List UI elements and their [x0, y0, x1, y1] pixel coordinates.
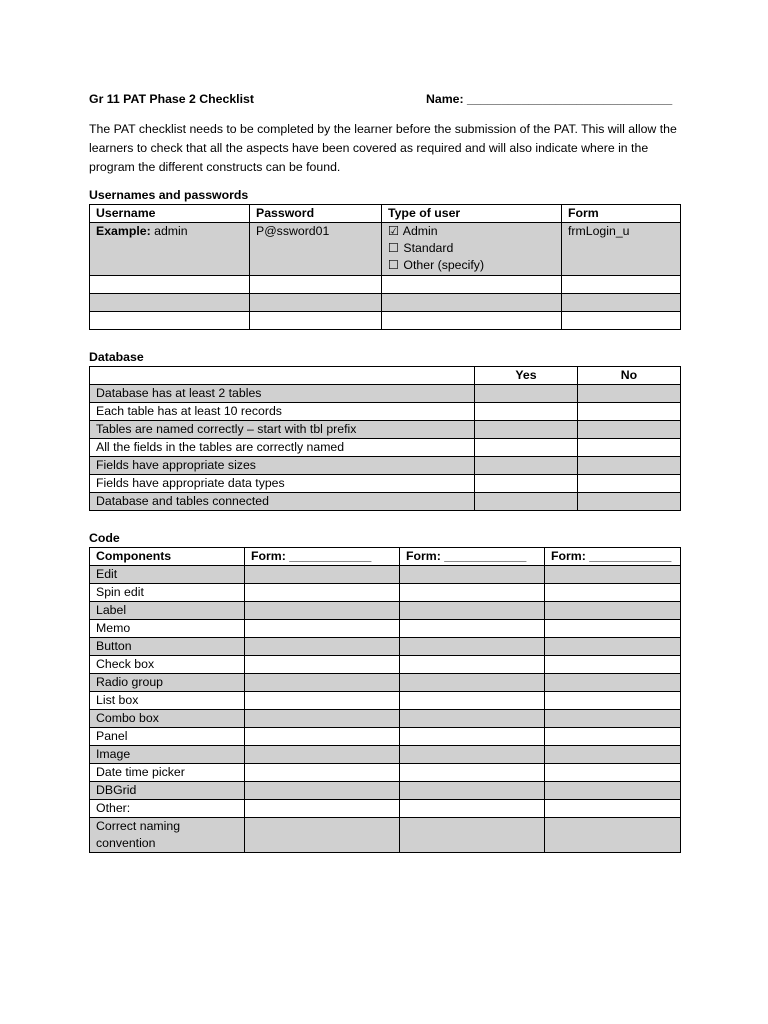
- table-row: Button: [90, 638, 681, 656]
- column-header: Password: [250, 205, 382, 223]
- table-row: Edit: [90, 566, 681, 584]
- column-header: Form: [562, 205, 681, 223]
- user-type-label: Other (specify): [403, 258, 485, 272]
- table-row: Tables are named correctly – start with tbl prefix: [90, 421, 681, 439]
- table-row: [90, 312, 681, 330]
- table-row: Database has at least 2 tables: [90, 385, 681, 403]
- column-header-yes: Yes: [475, 367, 578, 385]
- column-header: Type of user: [382, 205, 562, 223]
- table-row: Memo: [90, 620, 681, 638]
- column-header: Username: [90, 205, 250, 223]
- user-type-option: [388, 240, 555, 257]
- table-row: Date time picker: [90, 764, 681, 782]
- table-row: Radio group: [90, 674, 681, 692]
- example-user-type-cell: [382, 223, 562, 276]
- user-type-label: Admin: [402, 224, 438, 238]
- column-header: Components: [90, 548, 245, 566]
- example-label: Example:: [96, 224, 151, 238]
- table-header-row: [90, 548, 681, 566]
- table-row: Each table has at least 10 records: [90, 403, 681, 421]
- table-row: Combo box: [90, 710, 681, 728]
- table-row: Spin edit: [90, 584, 681, 602]
- table-row: Fields have appropriate sizes: [90, 457, 681, 475]
- checkbox-icon: ☐: [388, 241, 400, 255]
- table-row: [90, 294, 681, 312]
- page-title: Gr 11 PAT Phase 2 Checklist: [89, 92, 254, 106]
- table-row: Check box: [90, 656, 681, 674]
- example-username: admin: [154, 224, 188, 238]
- table-row: Panel: [90, 728, 681, 746]
- table-row: Correct naming convention: [90, 818, 681, 853]
- code-table: [89, 547, 681, 853]
- example-row: [90, 223, 681, 276]
- table-header-row: [90, 367, 681, 385]
- users-table: [89, 204, 681, 330]
- table-row: [90, 276, 681, 294]
- user-type-option: [388, 223, 555, 240]
- user-type-option: [388, 257, 555, 274]
- database-section-title: Database: [89, 350, 144, 364]
- table-row: Label: [90, 602, 681, 620]
- header: [89, 92, 681, 112]
- column-header: Form: ____________: [545, 548, 681, 566]
- table-row: List box: [90, 692, 681, 710]
- table-row: Fields have appropriate data types: [90, 475, 681, 493]
- column-header-no: No: [578, 367, 681, 385]
- example-username-cell: [90, 223, 250, 276]
- intro-paragraph: The PAT checklist needs to be completed by the learner before the submission of the PAT. This will allow the learners to check that all the aspects have been covered as required and will also indicate where in the program the different constructs can be found.: [89, 122, 677, 174]
- example-form: frmLogin_u: [562, 223, 681, 276]
- database-table: [89, 366, 681, 511]
- name-field[interactable]: Name: ______________________________: [426, 92, 673, 106]
- table-row: Image: [90, 746, 681, 764]
- user-type-label: Standard: [403, 241, 454, 255]
- table-header-row: [90, 205, 681, 223]
- code-section-title: Code: [89, 531, 120, 545]
- checkbox-icon: ☐: [388, 258, 400, 272]
- table-row: All the fields in the tables are correctly named: [90, 439, 681, 457]
- table-row: DBGrid: [90, 782, 681, 800]
- checked-box-icon: ☑: [388, 224, 400, 238]
- column-header: Form: ____________: [245, 548, 400, 566]
- column-header: Form: ____________: [400, 548, 545, 566]
- table-row: Other:: [90, 800, 681, 818]
- example-password: P@ssword01: [250, 223, 382, 276]
- column-header: [90, 367, 475, 385]
- users-section-title: Usernames and passwords: [89, 188, 249, 202]
- table-row: Database and tables connected: [90, 493, 681, 511]
- checklist-page: [89, 92, 681, 853]
